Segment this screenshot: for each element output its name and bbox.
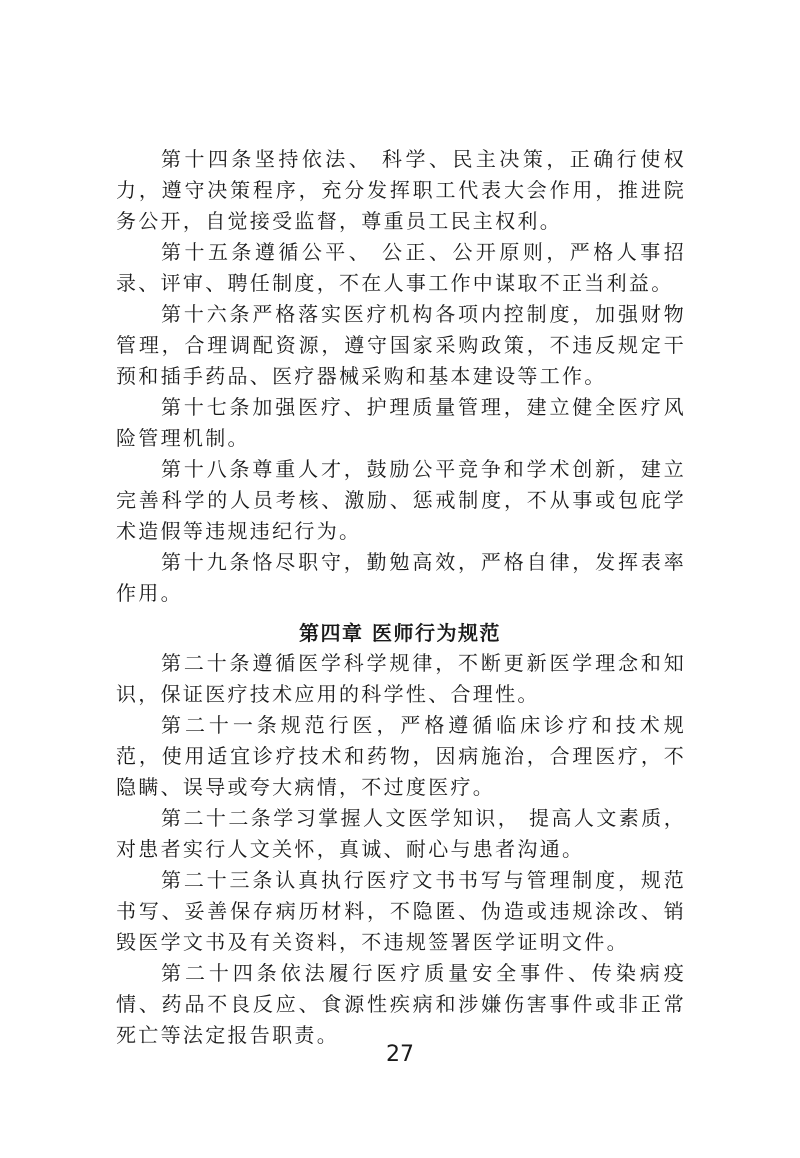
article-22: 第二十二条学习掌握人文医学知识， 提高人文素质，对患者实行人文关怀，真诚、耐心与患者沟通。 (116, 806, 686, 861)
article-19: 第十九条恪尽职守，勤勉高效，严格自律，发挥表率作用。 (116, 550, 686, 605)
page-number: 27 (386, 1042, 414, 1067)
section-two (116, 648, 686, 1051)
article-15: 第十五条遵循公平、 公正、公开原则，严格人事招录、评审、聘任制度，不在人事工作中谋取不正当利益。 (116, 240, 686, 295)
article-24: 第二十四条依法履行医疗质量安全事件、传染病疫情、药品不良反应、食源性疾病和涉嫌伤害事件或非正常死亡等法定报告职责。 (116, 961, 686, 1047)
article-18: 第十八条尊重人才，鼓励公平竞争和学术创新，建立完善科学的人员考核、激励、惩戒制度，不从事或包庇学术造假等违规违纪行为。 (116, 457, 686, 543)
article-16: 第十六条严格落实医疗机构各项内控制度，加强财物管理，合理调配资源，遵守国家采购政策，不违反规定干预和插手药品、医疗器械采购和基本建设等工作。 (116, 302, 686, 388)
chapter-title: 第四章 医师行为规范 (299, 621, 501, 645)
article-21: 第二十一条规范行医，严格遵循临床诊疗和技术规范，使用适宜诊疗技术和药物，因病施治，合理医疗，不隐瞒、误导或夸大病情，不过度医疗。 (116, 713, 686, 799)
article-23: 第二十三条认真执行医疗文书书写与管理制度，规范书写、妥善保存病历材料，不隐匿、伪造或违规涂改、销毁医学文书及有关资料，不违规签署医学证明文件。 (116, 868, 686, 954)
article-14: 第十四条坚持依法、 科学、民主决策，正确行使权力，遵守决策程序，充分发挥职工代表大会作用，推进院务公开，自觉接受监督，尊重员工民主权利。 (116, 147, 686, 233)
section-one (116, 144, 686, 609)
article-20: 第二十条遵循医学科学规律，不断更新医学理念和知识，保证医疗技术应用的科学性、合理性。 (116, 651, 686, 706)
article-17: 第十七条加强医疗、护理质量管理，建立健全医疗风险管理机制。 (116, 395, 686, 450)
